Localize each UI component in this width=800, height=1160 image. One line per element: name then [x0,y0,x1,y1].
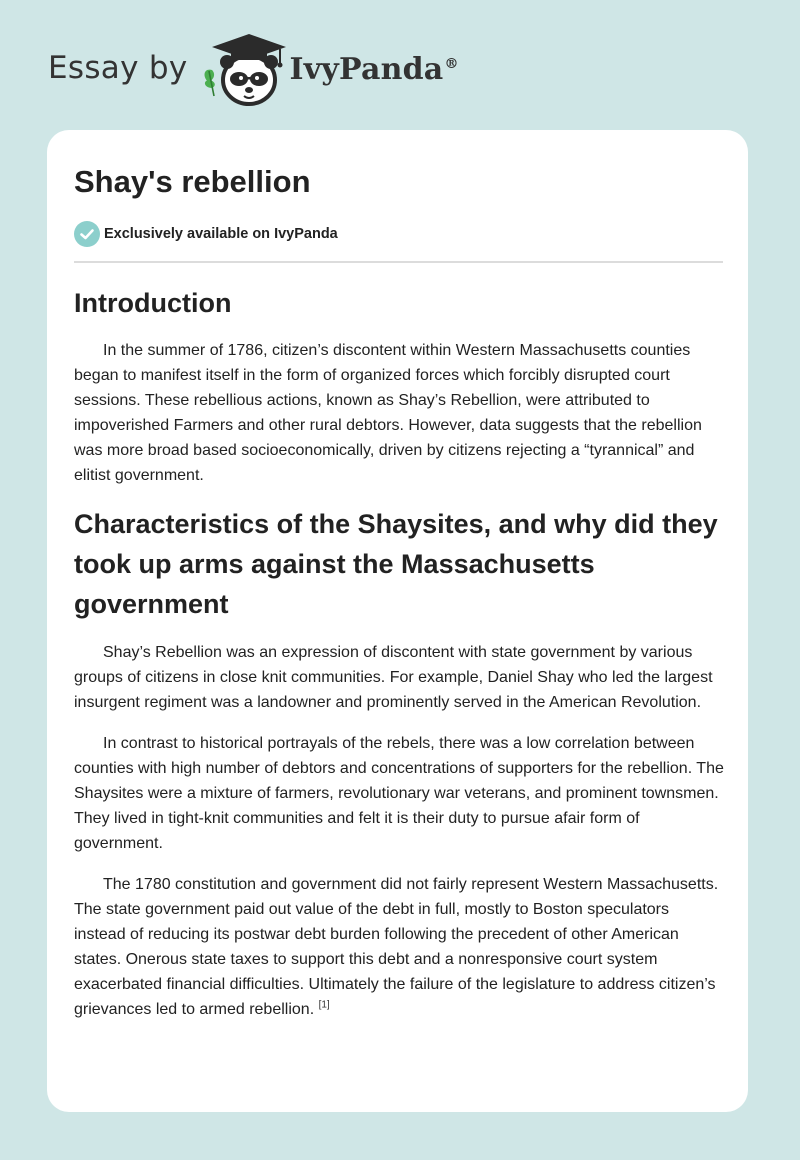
paragraph-with-footnote [74,872,724,1022]
exclusive-badge-text: Exclusively available on IvyPanda [104,226,338,242]
paragraph: Shay’s Rebellion was an expression of discontent with state government by various groups of citizens in close knit communities. For example, Daniel Shay who led the largest insurgent regiment was a landowner and prominently served in the American Revolution. [74,644,713,711]
panda-graduate-icon[interactable] [200,30,286,110]
paragraph: In the summer of 1786, citizen’s discontent within Western Massachusetts counties began to manifest itself in the form of organized forces which forcibly disrupted court sessions. These rebellious actions, known as Shay’s Rebellion, were attributed to impoverished Farmers and other rural debtors. However, data suggests that the rebellion was more broad based socioeconomically, driven by citizens rejecting a “tyrannical” and elitist government. [74,342,702,484]
section-heading-introduction: Introduction [74,288,232,318]
paragraph-text: The 1780 constitution and government did not fairly represent Western Massachusetts. The state government paid out value of the debt in full, mostly to Boston speculators instead of reducing its postwar debt burden following the precedent of other American states. Onerous state taxes to support this debt and a nonresponsive court system exacerbated financial difficulties. Ultimately the failure of the legislature to address citizen’s grievances led to armed rebellion. [74,876,719,1018]
paragraph: In contrast to historical portrayals of the rebels, there was a low correlation between counties with high number of debtors and concentrations of supporters for the rebellion. The Shaysites were a mixture of farmers, revolutionary war veterans, and prominent townsmen. They lived in tight-knit communities and felt it is their duty to pursue afair form of government. [74,735,724,852]
brand-name-text: IvyPanda [289,51,444,87]
site-header [48,30,459,110]
essay-title: Shay's rebellion [74,164,311,199]
exclusive-badge [74,221,338,247]
essay-by-label: Essay by [48,50,188,86]
check-circle-icon [74,221,100,247]
title-divider [74,261,723,263]
registered-mark: ® [444,55,459,72]
ivypanda-wordmark[interactable] [290,52,459,87]
essay-card [47,130,748,1112]
essay-body [74,283,724,1038]
footnote-reference[interactable]: [1] [318,999,330,1011]
section-heading-characteristics: Characteristics of the Shaysites, and why did they took up arms against the Massachusetts government [74,509,718,619]
